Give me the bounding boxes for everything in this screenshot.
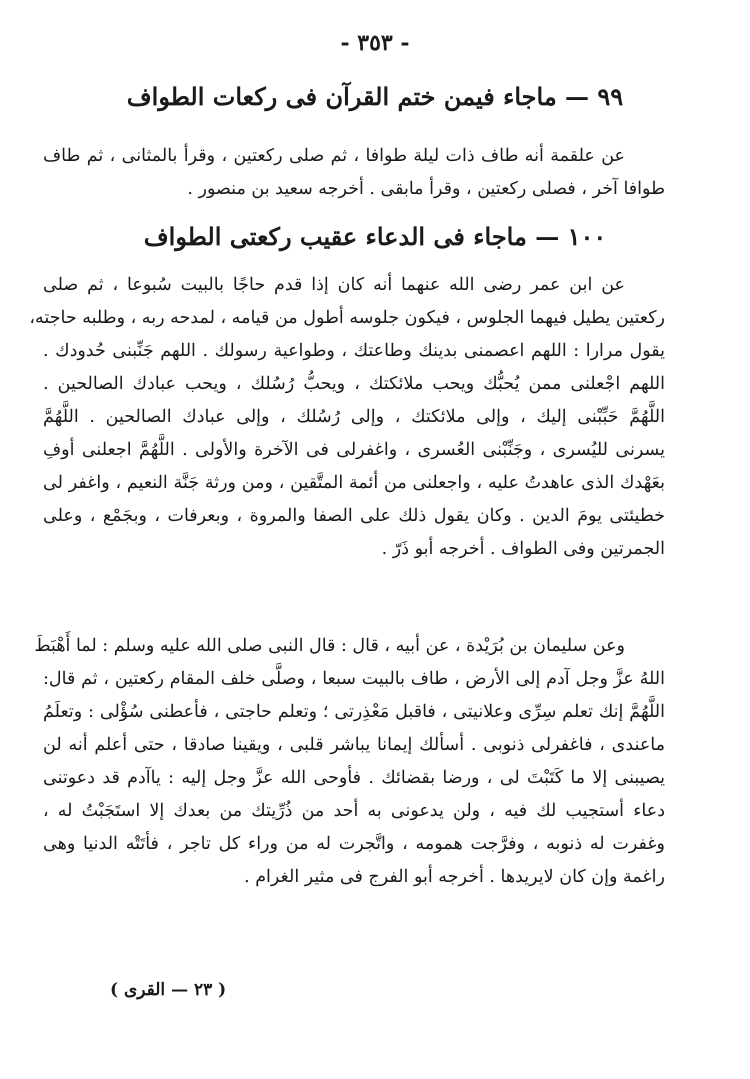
text-line: طوافا آخر ، فصلى ركعتين ، وقرأ مابقى . أخرجه سعيد بن منصور . bbox=[187, 179, 665, 199]
text-line: دعاء أستجيب لك فيه ، ولن يدعونى به أحد من ذُرِّيتك من بعدك إلا استَجَبْتُ له ، bbox=[43, 801, 665, 821]
text-line: خطيئتى يومَ الدين . وكان يقول ذلك على الصفا والمروة ، وبعرفات ، وبجَمْع ، وعلى bbox=[43, 506, 665, 526]
text-line: وعن سليمان بن بُرَيْدة ، عن أبيه ، قال : قال النبى صلى الله عليه وسلم : لما أَهْبَطَ bbox=[34, 636, 625, 656]
text-line: اللهُ عزَّ وجل آدم إلى الأرض ، طاف بالبيت سبعا ، وصلَّى خلف المقام ركعتين ، ثم قال: bbox=[43, 669, 665, 689]
text-line: بعَهْدك الذى عاهدتُ عليه ، واجعلنى من أئمة المتَّقين ، ومن ورثة جَنَّة النعيم ، واغفر لى bbox=[43, 473, 665, 493]
text-line: يصيبنى إلا ما كَتَبْتَ لى ، ورضا بقضائك . فأوحى الله عزَّ وجل إليه : ياآدم قد دعوتنى bbox=[43, 768, 665, 788]
text-line: اللَّهُمَّ حَبِّبْنى إليك ، وإلى ملائكتك ، وإلى رُسُلك ، وإلى عبادك الصالحين . اللَّهُمَّ bbox=[43, 407, 665, 427]
paragraph-sulayman bbox=[34, 630, 665, 894]
text-line: راغمة وإن كان لايريدها . أخرجه أبو الفرج فى مثير الغرام . bbox=[244, 867, 665, 887]
text-line: يقول مرارا : اللهم اعصمنى بدينك وطاعتك ، وطواعية رسولك . اللهم جَنِّبنى حُدودك . bbox=[43, 341, 665, 361]
page-number: - ٣٥٣ - bbox=[340, 30, 410, 56]
text-line: عن ابن عمر رضى الله عنهما أنه كان إذا قدم حاجًا بالبيت سُبوعا ، ثم صلى bbox=[43, 275, 625, 295]
footer-signature: ( ٢٣ — القرى ) bbox=[110, 980, 227, 1000]
paragraph-alqama bbox=[43, 140, 665, 206]
text-line: وغفرت له ذنوبه ، وفرَّجت همومه ، واتَّجرت له من وراء كل تاجر ، فأتَتْه الدنيا وهى bbox=[43, 834, 665, 854]
text-line: الجمرتين وفى الطواف . أخرجه أبو ذَرّ . bbox=[381, 539, 665, 559]
section-heading-100: ١٠٠ — ماجاء فى الدعاء عقيب ركعتى الطواف bbox=[143, 222, 607, 251]
text-line: اللَّهُمَّ إنك تعلم سِرِّى وعلانيتى ، فاقبل مَعْذِرتى ؛ وتعلم حاجتى ، فأعطنى سُؤْلى : وتعلَمُ bbox=[43, 702, 665, 722]
paragraph-ibn-umar bbox=[29, 269, 665, 566]
text-line: عن علقمة أنه طاف ذات ليلة طوافا ، ثم صلى ركعتين ، وقرأ بالمثانى ، ثم طاف bbox=[43, 146, 625, 166]
section-heading-99: ٩٩ — ماجاء فيمن ختم القرآن فى ركعات الطواف bbox=[126, 82, 624, 111]
text-line: اللهم اجْعلنى ممن يُحبُّك ويحب ملائكتك ، ويحبُّ رُسُلك ، ويحب عبادك الصالحين . bbox=[43, 374, 665, 394]
text-line: ركعتين يطيل فيهما الجلوس ، فيكون جلوسه أطول من قيامه ، لمدحه ربه ، وطلبه حاجته، bbox=[29, 308, 665, 328]
text-line: ماعندى ، فاغفرلى ذنوبى . أسألك إيمانا يباشر قلبى ، ويقينا صادقا ، حتى أعلم أنه لن bbox=[43, 735, 665, 755]
text-line: يسرنى لليُسرى ، وجَنِّبْنى العُسرى ، واغفرلى فى الآخرة والأولى . اللَّهُمَّ اجعلنى أوفِ bbox=[43, 440, 665, 460]
